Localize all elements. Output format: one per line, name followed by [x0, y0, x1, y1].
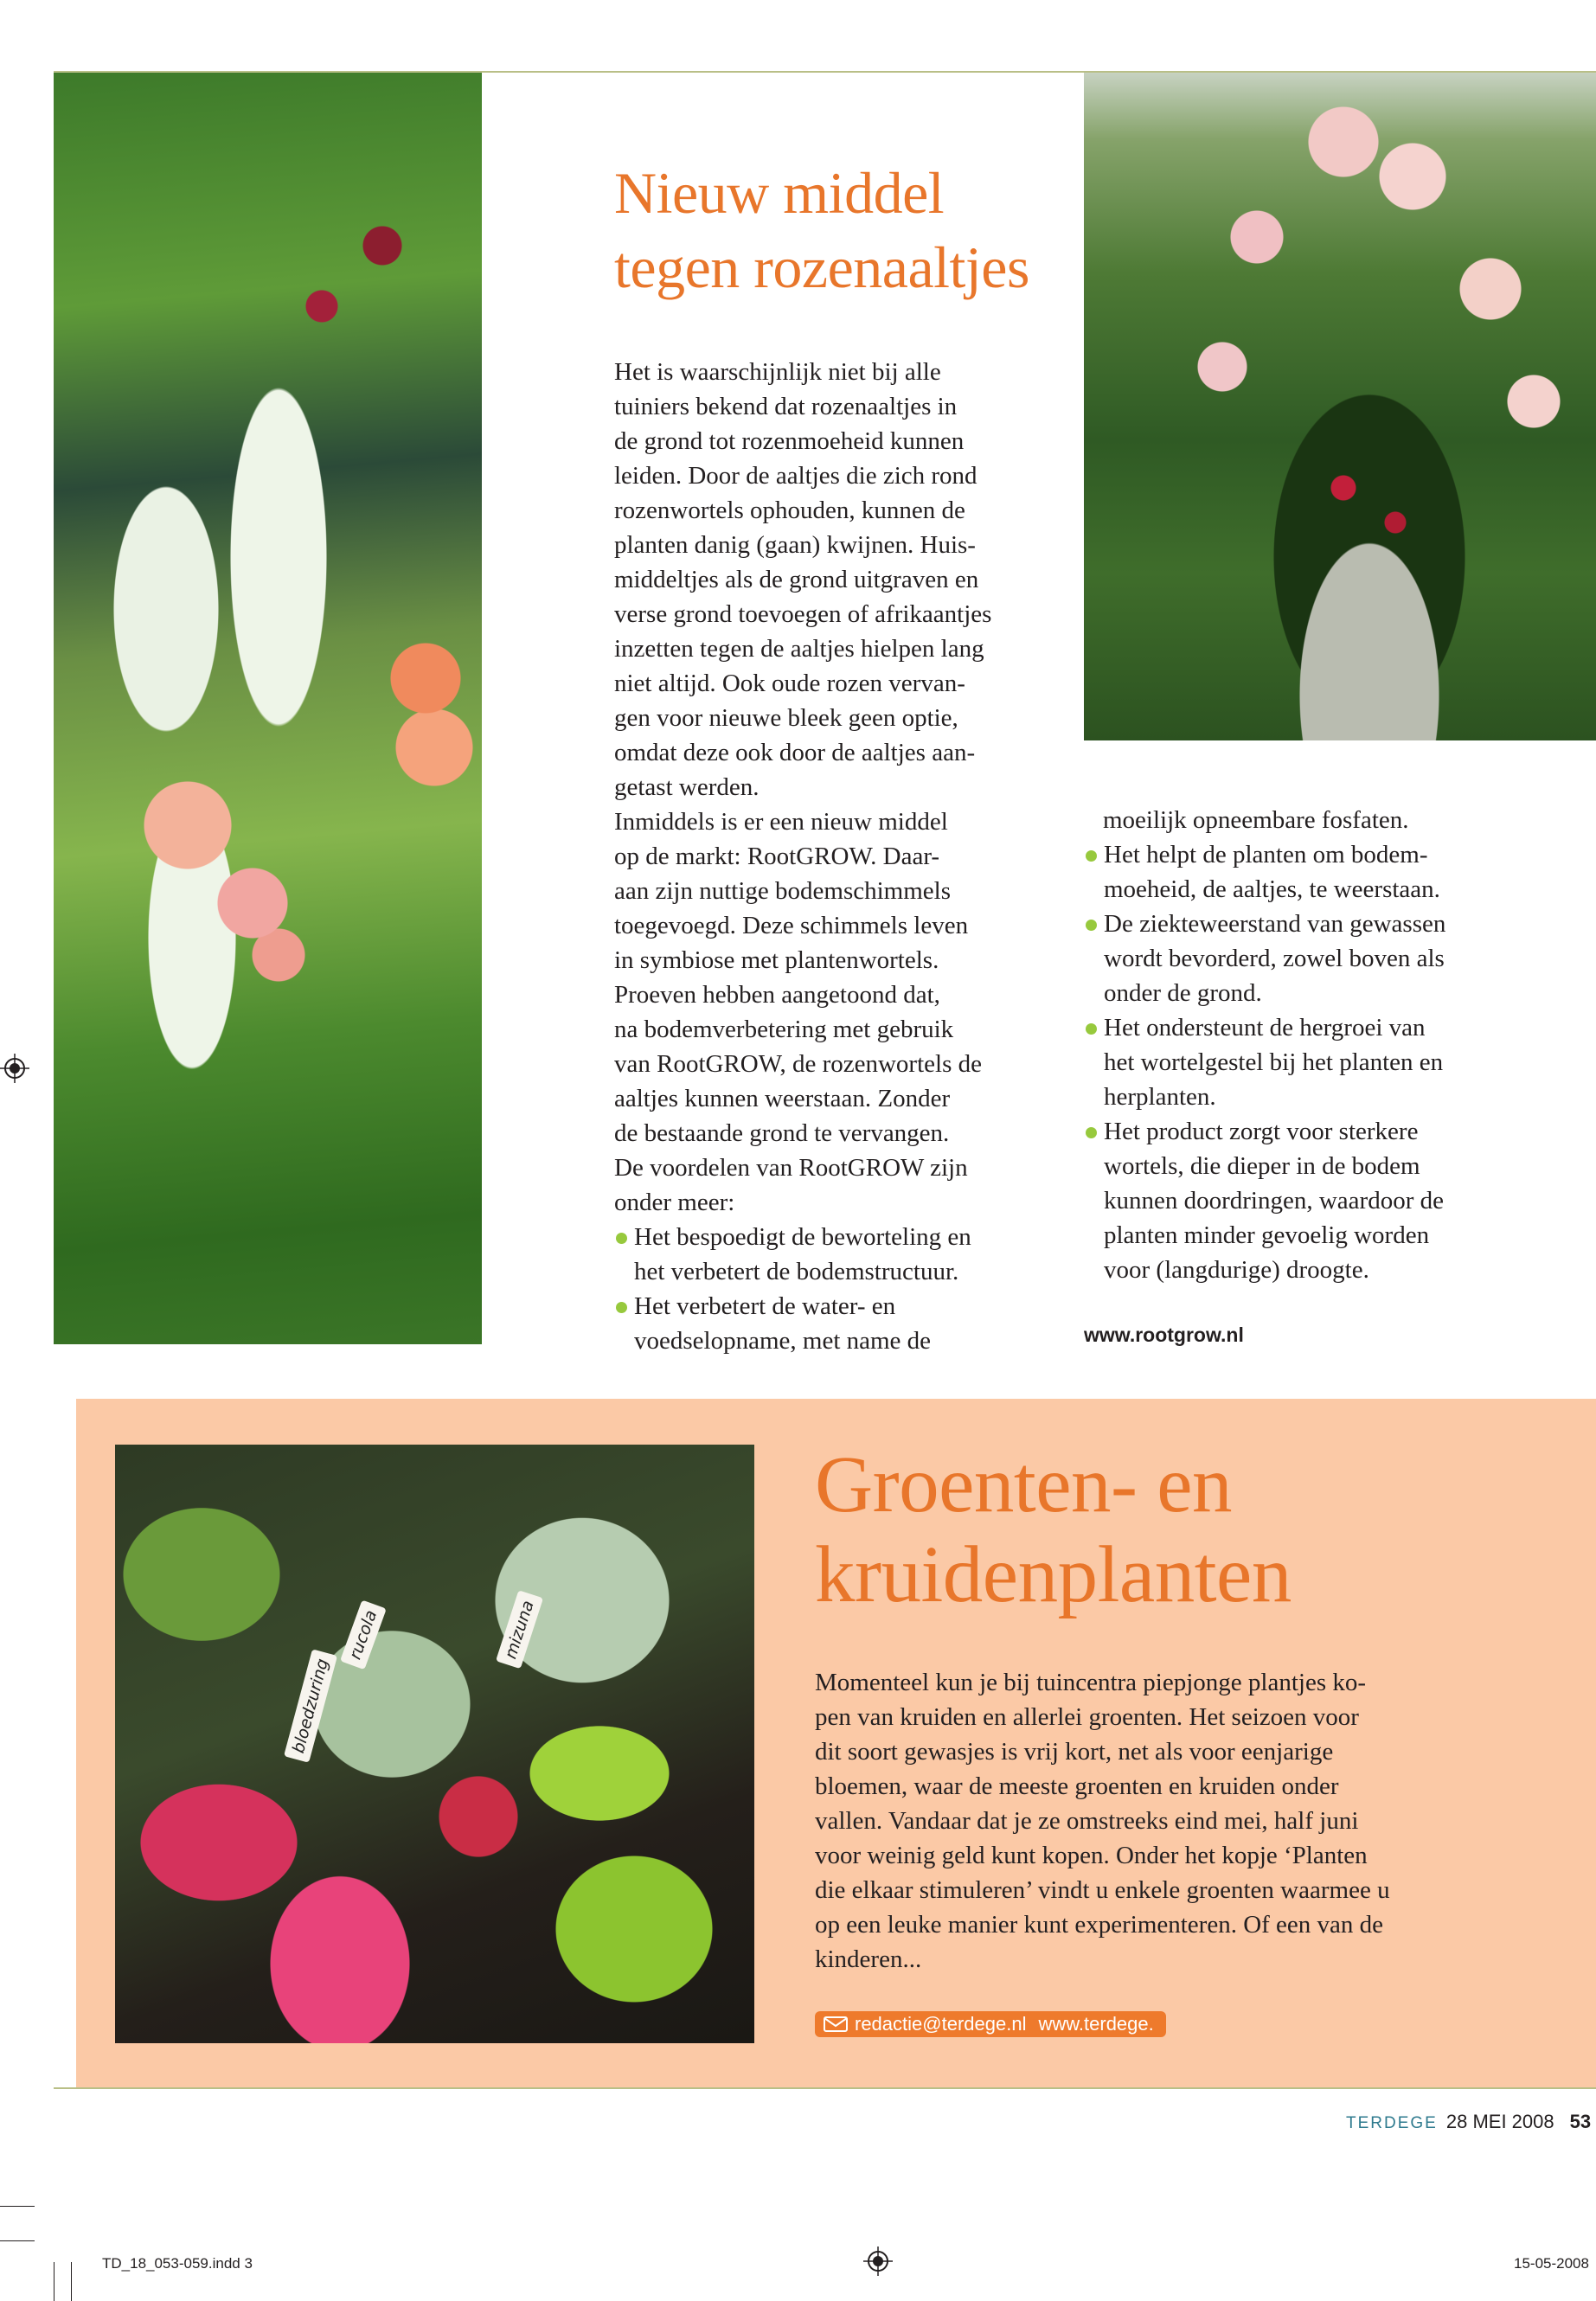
- text-line: omdat deze ook door de aaltjes aan-: [614, 739, 976, 766]
- plant-label-tag: rucola: [340, 1600, 387, 1670]
- page-number: 53: [1569, 2111, 1592, 2132]
- text-line: getast werden.: [614, 773, 760, 801]
- benefit-item: [614, 1289, 1047, 1358]
- crop-mark: [0, 2240, 35, 2241]
- text-line: bloemen, waar de meeste groenten en kruiden onder: [815, 1772, 1339, 1800]
- text-line: middeltjes als de grond uitgraven en: [614, 566, 979, 593]
- article1-column1: [614, 355, 1047, 1358]
- text-line: op de markt: RootGROW. Daar-: [614, 843, 940, 870]
- text-line: vallen. Vandaar dat je ze omstreeks eind mei, half juni: [815, 1807, 1359, 1835]
- text-line: Momenteel kun je bij tuincentra piepjonge plantjes ko-: [815, 1669, 1367, 1696]
- text-line: voor (langdurige) droogte.: [1104, 1256, 1369, 1284]
- text-line: voedselopname, met name de: [634, 1327, 932, 1355]
- text-line: aaltjes kunnen weerstaan. Zonder: [614, 1085, 951, 1112]
- website-link[interactable]: www.terdege.: [1038, 2013, 1154, 2035]
- benefit-item: [1084, 1010, 1568, 1114]
- text-line: niet altijd. Ook oude rozen vervan-: [614, 670, 965, 697]
- text-line: kunnen doordringen, waardoor de: [1104, 1187, 1444, 1215]
- text-line: herplanten.: [1104, 1083, 1216, 1111]
- slug-filename: TD_18_053-059.indd 3: [102, 2255, 253, 2272]
- magazine-name: TERDEGE: [1346, 2114, 1438, 2132]
- text-line: verse grond toevoegen of afrikaantjes: [614, 600, 992, 628]
- benefit-item: [1084, 837, 1568, 907]
- text-line: moeheid, de aaltjes, te weerstaan.: [1104, 875, 1440, 903]
- text-line: van RootGROW, de rozenwortels de: [614, 1050, 982, 1078]
- slug-date: 15-05-2008: [1514, 2255, 1589, 2272]
- text-line: Het verbetert de water- en: [634, 1292, 896, 1320]
- text-line: de grond tot rozenmoeheid kunnen: [614, 427, 965, 455]
- text-line: het wortelgestel bij het planten en: [1104, 1048, 1444, 1076]
- text-line: rozenwortels ophouden, kunnen de: [614, 497, 965, 524]
- text-line: leiden. Door de aaltjes die zich rond: [614, 462, 977, 490]
- text-line: onder de grond.: [1104, 979, 1262, 1007]
- article2-body: [815, 1665, 1542, 1977]
- rootgrow-url[interactable]: www.rootgrow.nl: [1084, 1324, 1244, 1346]
- text-line: tuiniers bekend dat rozenaaltjes in: [614, 393, 958, 420]
- benefits-list: [614, 1220, 1047, 1358]
- issue-date: 28 MEI 2008: [1445, 2111, 1554, 2132]
- text-line: inzetten tegen de aaltjes hielpen lang: [614, 635, 984, 663]
- article1-title-line: tegen rozenaaltjes: [614, 234, 1029, 300]
- text-line: planten danig (gaan) kwijnen. Huis-: [614, 531, 976, 559]
- article2-title-line: kruidenplanten: [815, 1530, 1292, 1619]
- registration-mark-icon: [863, 2247, 893, 2276]
- article1-title: [614, 156, 1064, 304]
- text-line: aan zijn nuttige bodemschimmels: [614, 877, 951, 905]
- text-line: wordt bevorderd, zowel boven als: [1104, 945, 1445, 972]
- text-line: Inmiddels is er een nieuw middel: [614, 808, 948, 836]
- registration-mark-icon: [0, 1054, 29, 1083]
- text-line: onder meer:: [614, 1189, 735, 1216]
- text-line: moeilijk opneembare fosfaten.: [1103, 806, 1409, 834]
- herb-seedlings-photo: [115, 1445, 754, 2043]
- rose-arch-photo: [1084, 73, 1596, 740]
- benefits-list-continued: [1084, 837, 1568, 1287]
- text-line: pen van kruiden en allerlei groenten. Het seizoen voor: [815, 1703, 1359, 1731]
- plant-label-tag: bloedzuring: [284, 1649, 337, 1762]
- text-line: die elkaar stimuleren’ vindt u enkele groenten waarmee u: [815, 1876, 1390, 1904]
- text-line: dit soort gewasjes is vrij kort, net als voor eenjarige: [815, 1738, 1334, 1766]
- plant-label-tag: mizuna: [496, 1591, 543, 1670]
- text-line: voor weinig geld kunt kopen. Onder het kopje ‘Planten: [815, 1842, 1368, 1869]
- text-line: Het helpt de planten om bodem-: [1104, 841, 1428, 868]
- text-line: kinderen...: [815, 1945, 922, 1973]
- article1-column2: [1084, 803, 1568, 1287]
- text-line: planten minder gevoelig worden: [1104, 1221, 1430, 1249]
- text-line: Proeven hebben aangetoond dat,: [614, 981, 940, 1009]
- text-line: Het is waarschijnlijk niet bij alle: [614, 358, 941, 386]
- bottom-rule: [54, 2087, 1596, 2089]
- text-line: toegevoegd. Deze schimmels leven: [614, 912, 969, 939]
- article1-title-line: Nieuw middel: [614, 160, 945, 226]
- text-line: het verbetert de bodemstructuur.: [634, 1258, 959, 1285]
- text-line: Het ondersteunt de hergroei van: [1104, 1014, 1426, 1042]
- text-line: De ziekteweerstand van gewassen: [1104, 910, 1446, 938]
- text-line: Het bespoedigt de beworteling en: [634, 1223, 971, 1251]
- benefit-item: [614, 1220, 1047, 1289]
- benefit-item: [1084, 1114, 1568, 1287]
- text-line: in symbiose met plantenwortels.: [614, 946, 939, 974]
- article2-title: [815, 1440, 1576, 1620]
- article1-body: [614, 355, 1047, 1220]
- text-line: op een leuke manier kunt experimenteren. Of een van de: [815, 1911, 1384, 1939]
- dahlia-garden-photo: [54, 73, 482, 1344]
- article2-title-line: Groenten- en: [815, 1440, 1233, 1529]
- page-folio: [1346, 2111, 1591, 2133]
- text-line: na bodemverbetering met gebruik: [614, 1016, 954, 1043]
- text-line: Het product zorgt voor sterkere: [1104, 1118, 1419, 1145]
- text-line: De voordelen van RootGROW zijn: [614, 1154, 968, 1182]
- text-line: wortels, die dieper in de bodem: [1104, 1152, 1420, 1180]
- contact-bar: [815, 2011, 1166, 2037]
- contact-email-link[interactable]: redactie@terdege.nl: [855, 2013, 1027, 2035]
- crop-mark: [0, 2206, 35, 2207]
- text-line: gen voor nieuwe bleek geen optie,: [614, 704, 958, 732]
- benefit-item: [1084, 907, 1568, 1010]
- crop-mark: [71, 2262, 72, 2301]
- text-line: de bestaande grond te vervangen.: [614, 1119, 950, 1147]
- envelope-icon: [824, 2016, 848, 2032]
